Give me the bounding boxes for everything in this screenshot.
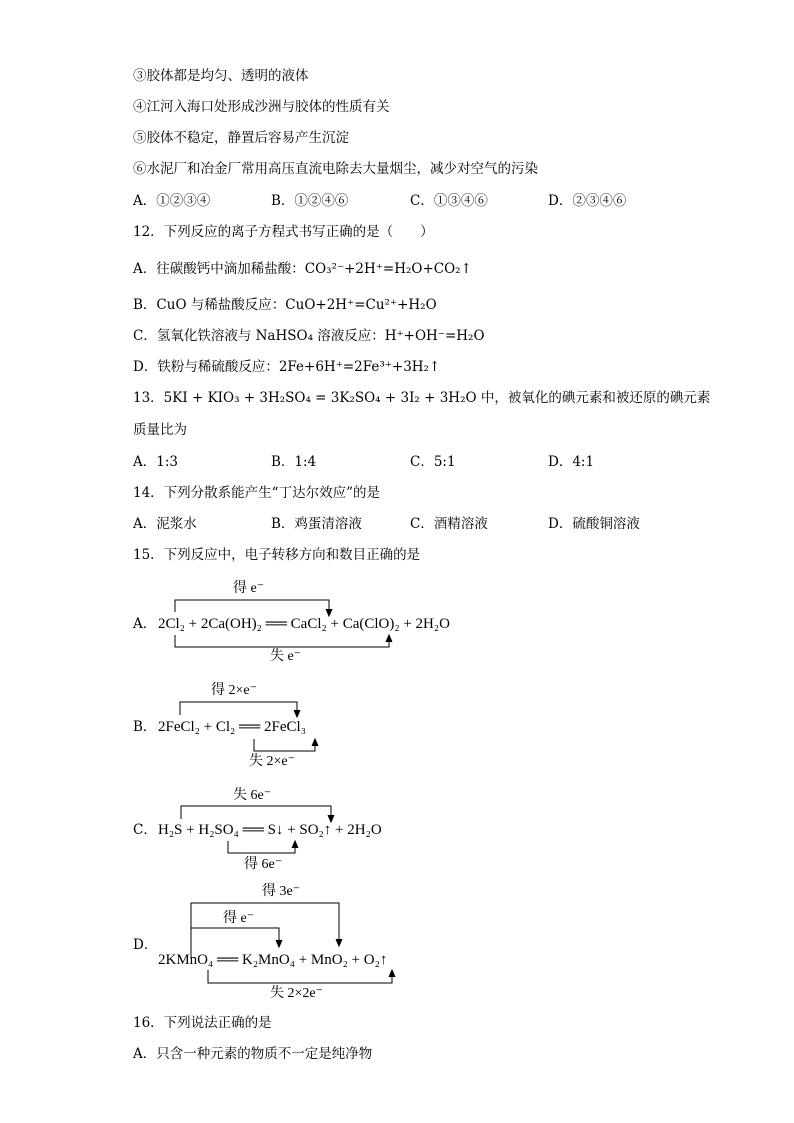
statement-5: ⑤胶体不稳定，静置后容易产生沉淀 xyxy=(133,130,349,146)
q15b-equation: 2FeCl₂ + Cl₂ ══ 2FeCl₃ xyxy=(158,719,306,735)
q15b-top-arrow xyxy=(180,702,297,716)
q15b-top-label: 得 2×e⁻ xyxy=(211,683,257,698)
q15d-mid-arrow xyxy=(191,928,279,946)
q13-stem-cont: 质量比为 xyxy=(133,422,187,438)
q15c-bottom-arrow xyxy=(228,841,295,853)
q11-option-a[interactable]: A．①②③④ xyxy=(133,193,211,209)
q11-option-c[interactable]: C．①③④⑥ xyxy=(410,193,488,209)
q15d-letter[interactable]: D． xyxy=(133,937,158,953)
q13-option-b[interactable]: B．1:4 xyxy=(271,454,317,470)
q13-stem: 13．5KI + KIO₃ + 3H₂SO₄ = 3K₂SO₄ + 3I₂ + 3H₂O 中，被氧化的碘元素和被还原的碘元素 xyxy=(133,390,711,406)
q15a-bottom-label: 失 e⁻ xyxy=(270,649,302,664)
q15-stem: 15．下列反应中，电子转移方向和数目正确的是 xyxy=(133,547,421,563)
q14-option-a[interactable]: A．泥浆水 xyxy=(133,516,197,532)
q13-option-a[interactable]: A．1:3 xyxy=(133,454,178,470)
q15b-bottom-label: 失 2×e⁻ xyxy=(249,754,295,769)
q15c-top-arrow xyxy=(181,806,331,821)
q12-stem: 12．下列反应的离子方程式书写正确的是（ ） xyxy=(133,224,434,240)
q15a-bottom-arrow xyxy=(175,635,389,647)
q15d-equation: 2KMnO₄ ══ K₂MnO₄ + MnO₂ + O₂↑ xyxy=(158,952,388,968)
statement-4: ④江河入海口处形成沙洲与胶体的性质有关 xyxy=(133,99,390,115)
q14-option-c[interactable]: C．酒精溶液 xyxy=(410,516,488,532)
q15a-top-arrow xyxy=(175,600,329,615)
q15b-letter[interactable]: B． xyxy=(133,719,157,735)
q15d-top-arrow xyxy=(191,903,339,957)
q15d-bottom-label: 失 2×2e⁻ xyxy=(270,986,323,1001)
q15d-mid-label: 得 e⁻ xyxy=(223,911,255,926)
q15c-equation: H₂S + H₂SO₄ ══ S↓ + SO₂↑ + 2H₂O xyxy=(158,822,382,838)
q11-option-b[interactable]: B．①②④⑥ xyxy=(271,193,349,209)
q12-option-b[interactable]: B．CuO 与稀盐酸反应：CuO+2H⁺=Cu²⁺+H₂O xyxy=(133,297,437,313)
q16-stem: 16．下列说法正确的是 xyxy=(133,1015,272,1031)
q15c-top-label: 失 6e⁻ xyxy=(233,788,272,803)
q13-option-c[interactable]: C．5:1 xyxy=(410,454,456,470)
q12-option-c[interactable]: C．氢氧化铁溶液与 NaHSO₄ 溶液反应：H⁺+OH⁻=H₂O xyxy=(133,328,485,344)
q16-option-a[interactable]: A．只含一种元素的物质不一定是纯净物 xyxy=(133,1046,373,1062)
statement-3: ③胶体都是均匀、透明的液体 xyxy=(133,68,309,84)
q11-option-d[interactable]: D．②③④⑥ xyxy=(548,193,627,209)
q15d-bottom-arrow xyxy=(208,970,392,983)
q15a-equation: 2Cl₂ + 2Ca(OH)₂ ══ CaCl₂ + Ca(ClO)₂ + 2H₂O xyxy=(158,616,450,632)
q15c-bottom-label: 得 6e⁻ xyxy=(244,857,283,872)
q12-option-d[interactable]: D．铁粉与稀硫酸反应：2Fe+6H⁺=2Fe³⁺+3H₂↑ xyxy=(133,359,441,375)
q15d-top-label: 得 3e⁻ xyxy=(262,884,301,899)
q15a-letter[interactable]: A． xyxy=(133,616,157,632)
q14-stem: 14．下列分散系能产生“丁达尔效应”的是 xyxy=(133,485,380,501)
q14-option-b[interactable]: B．鸡蛋清溶液 xyxy=(271,516,362,532)
q15b-bottom-arrow xyxy=(254,739,315,751)
q14-option-d[interactable]: D．硫酸铜溶液 xyxy=(548,516,640,532)
q15a-top-label: 得 e⁻ xyxy=(233,581,265,596)
statement-6: ⑥水泥厂和冶金厂常用高压直流电除去大量烟尘，减少对空气的污染 xyxy=(133,161,538,177)
q15c-letter[interactable]: C． xyxy=(133,822,157,838)
q12-option-a[interactable]: A．往碳酸钙中滴加稀盐酸：CO₃²⁻+2H⁺=H₂O+CO₂↑ xyxy=(133,261,472,277)
q13-option-d[interactable]: D．4:1 xyxy=(548,454,595,470)
